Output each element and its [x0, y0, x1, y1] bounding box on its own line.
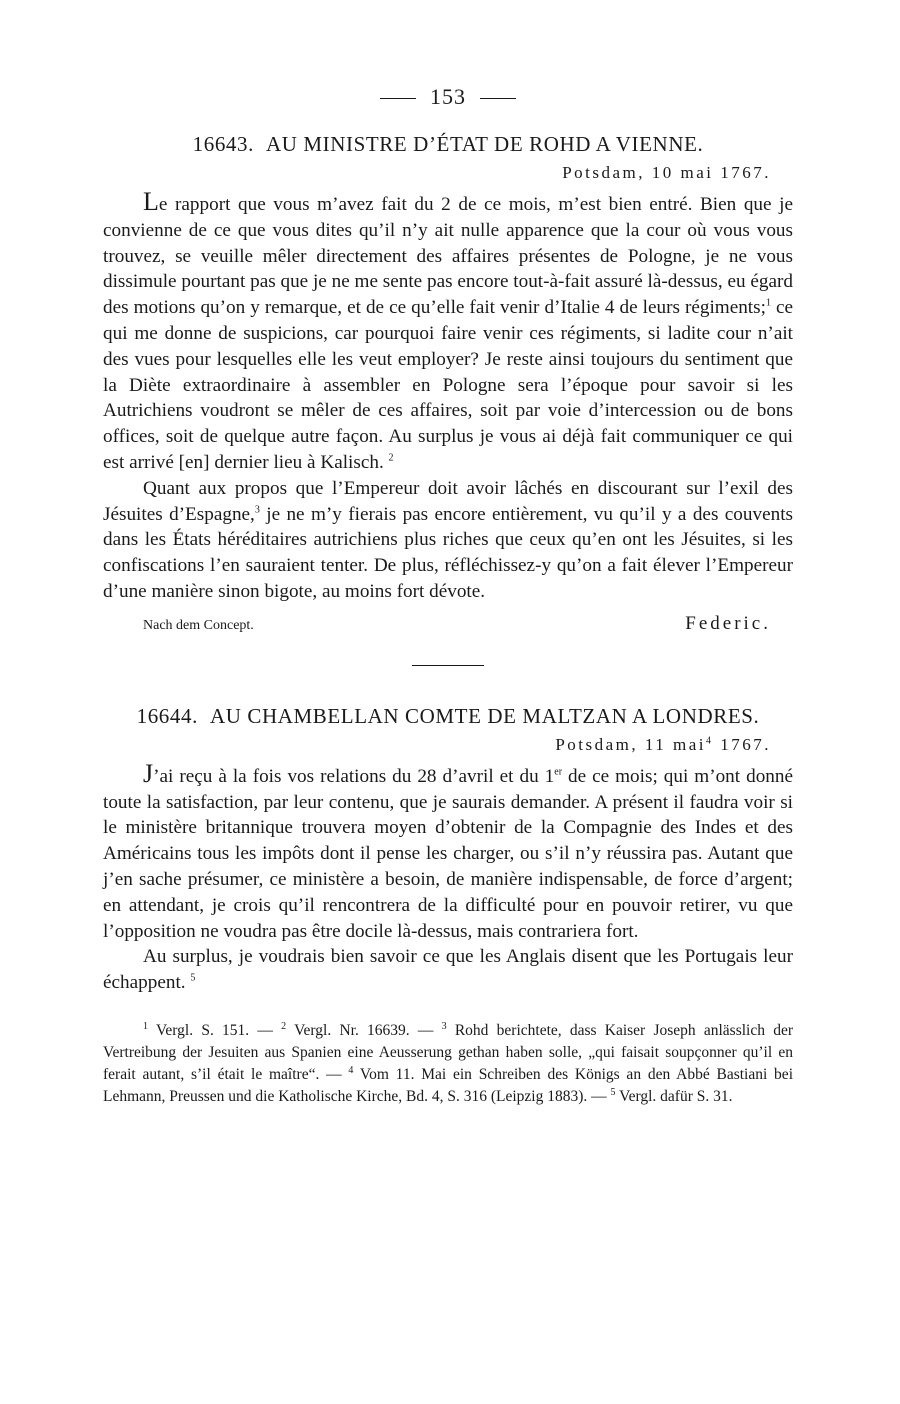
footnote-ref: 3	[254, 504, 260, 516]
letter-number: 16643.	[192, 132, 254, 156]
letter-16644	[103, 704, 793, 996]
signature: Federic.	[685, 612, 771, 634]
letter-title: AU CHAMBELLAN COMTE DE MALTZAN A LONDRES.	[209, 703, 760, 728]
paragraph	[103, 189, 793, 476]
letter-dateline: Potsdam, 10 mai 1767.	[562, 163, 771, 182]
footnote-marker: 3	[441, 1020, 447, 1032]
drop-cap: J	[143, 758, 154, 788]
footnote-marker: 4	[348, 1064, 354, 1076]
letter-body	[103, 758, 793, 996]
letter-heading	[103, 132, 793, 157]
footnote-text: Vergl. Nr. 16639. —	[286, 1021, 442, 1039]
paragraph-text: ce qui me donne de suspicions, car pourquoi faire venir ces régiments, si ladite cour n’ait des vues pour lesquelles elle les veut employer? Je reste ainsi toujours du sentiment que la Diète extraordinaire à assembler en Pologne sera l’époque pour savoir si les Autrichiens voudront se mêler de ces affaires, soit par voie d’intercession ou de bons offices, soit de quelque autre façon. Au surplus je vous ai déjà fait communiquer ce qui est arrivé [en] dernier lieu à Kalisch.	[103, 297, 793, 473]
header-dash-left	[380, 98, 416, 99]
section-divider	[412, 665, 484, 666]
paragraph-text: je ne m’y fierais pas encore entièrement, vu qu’il y a des couvents dans les États héréditaires autrichiens plus riches que ceux qu’en ont les Jésuites, si les confiscations l’en sauraient tenter. De plus, réfléchissez-y qu’on a fait élever l’Empereur d’une manière sinon bigote, au moins fort dévote.	[103, 503, 793, 602]
footnote-marker: 5	[610, 1086, 616, 1098]
header-dash-right	[480, 98, 516, 99]
letter-title: AU MINISTRE D’ÉTAT DE ROHD A VIENNE.	[265, 132, 704, 156]
footnote-ref: 5	[190, 972, 196, 984]
footnote-ref: 1	[765, 297, 771, 309]
ordinal-superscript: er	[554, 766, 563, 778]
dateline-text: Potsdam, 11 mai	[555, 734, 706, 754]
paragraph-text: de ce mois; qui m’ont donné toute la satisfaction, par leur contenu, que je saurais demander. A présent il faudra voir si le ministère britannique trouvera moyen d’obtenir de la Compagnie des Indes et des Américains tous les impôts dont il pense les charger, ou s’il n’y réussira pas. Autant que j’en sache présumer, ce ministère a besoin, de manière indispensable, de force d’argent; en attendant, je crois qu’il rencontrera de la difficulté pour en pouvoir retirer, vu que l’opposition ne voudra pas être docile là-dessus, mais contrariera fort.	[103, 765, 793, 942]
letter-16643	[103, 132, 793, 635]
footnotes	[103, 1020, 793, 1108]
footnote-text: Rohd berichtete, dass Kaiser Joseph anlässlich der Vertreibung der Jesuiten aus Spanien eine Aeusserung gethan haben solle, „qui faisait soupçonner qu’il en ferait autant, s’il était le maître“. —	[103, 1021, 793, 1083]
drop-cap: L	[143, 187, 159, 216]
letter-number: 16644.	[136, 703, 198, 728]
dateline-text: 1767.	[713, 734, 771, 754]
paragraph-text: e rapport que vous m’avez fait du 2 de ce mois, m’est bien entré. Bien que je convienne de ce que vous dites qu’il n’y ait nulle apparence que la cour où vous vous trouvez, se veuille mêler directement des affaires présentes de Pologne, je ne vous dissimule pourtant pas que je ne me sente pas encore tout-à-fait assuré là-dessus, eu égard des motions qu’on y remarque, et de ce qu’elle fait venir d’Italie 4 de leurs régiments;	[103, 194, 793, 319]
footnote-marker: 2	[281, 1020, 287, 1032]
source-note: Nach dem Concept.	[143, 617, 254, 633]
page-header	[103, 84, 793, 110]
footnote-text: Vom 11. Mai ein Schreiben des Königs an den Abbé Bastiani bei Lehmann, Preussen und die Katholische Kirche, Bd. 4, S. 316 (Leipzig 1883). —	[103, 1065, 793, 1105]
footnote-marker: 1	[143, 1020, 148, 1032]
letter-closing	[103, 613, 793, 635]
page-number: 153	[430, 84, 466, 109]
paragraph	[103, 944, 793, 996]
letter-dateline	[103, 735, 793, 755]
letter-body	[103, 189, 793, 605]
footnote-ref: 4	[706, 735, 714, 747]
paragraph-text: Au surplus, je voudrais bien savoir ce que les Anglais disent que les Portugais leur échappent.	[103, 946, 793, 994]
footnote-ref: 2	[388, 452, 394, 464]
paragraph-text: Quant aux propos que l’Empereur doit avoir lâchés en discourant sur l’exil des Jésuites d’Espagne,	[103, 477, 793, 525]
footnote-text: Vergl. dafür S. 31.	[615, 1087, 733, 1105]
letter-heading	[103, 704, 793, 729]
book-page	[103, 84, 793, 1108]
footnote-text: Vergl. S. 151. —	[148, 1021, 282, 1039]
paragraph	[103, 476, 793, 605]
paragraph	[103, 758, 793, 945]
paragraph-text: ’ai reçu à la fois vos relations du 28 d’avril et du 1	[153, 765, 555, 787]
